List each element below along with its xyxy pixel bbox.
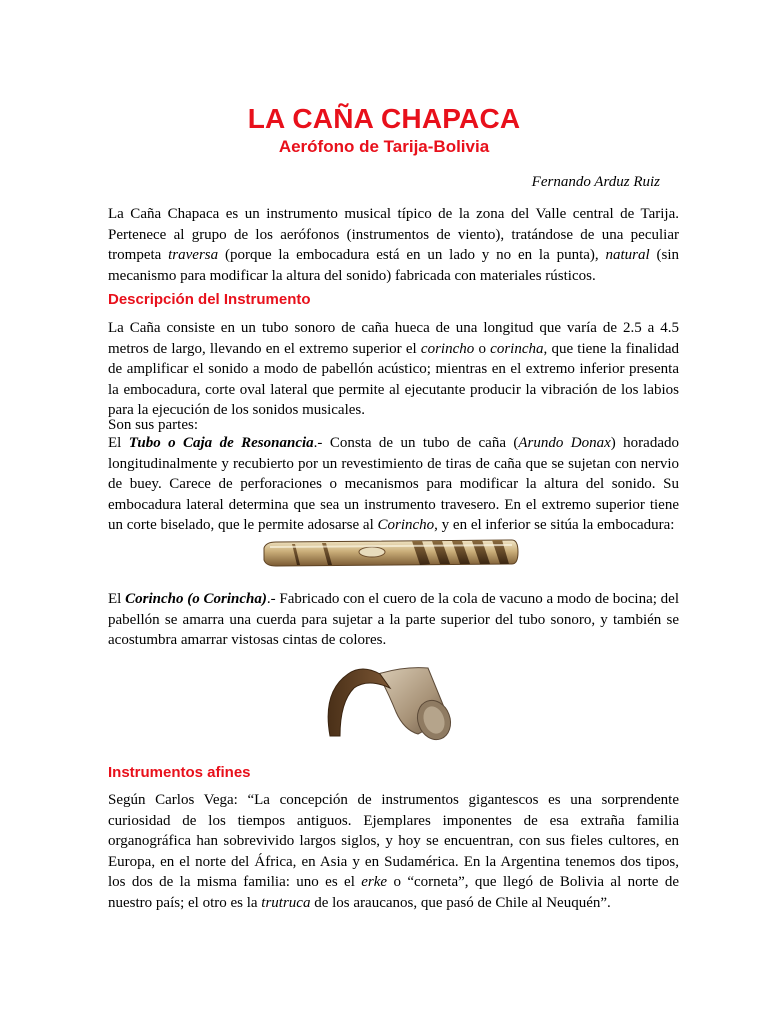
tubo-text: ) horadado longitudinalmente y recubierto por un revestimiento de tiras de caña que se sujetan con nervio de buey. Carece de perforaciones o mecanismos para modificar la altura del sonido. Su embocadura lateral determina que sea un instrumento travesero. En el extremo superior tiene un corte biselado, que le permite adosarse al (108, 435, 679, 533)
term-erke: erke (361, 874, 388, 890)
corincho-paragraph (108, 589, 679, 651)
term-traversa: traversa (168, 247, 219, 263)
section-heading-afines: Instrumentos afines (108, 764, 251, 781)
intro-text: (porque la embocadura está en un lado y no en la punta), (218, 247, 606, 263)
intro-paragraph (108, 204, 679, 286)
term-arundo-donax: Arundo Donax (518, 435, 611, 451)
description-paragraph (108, 318, 679, 421)
term-tubo: Tubo o Caja de Resonancia (128, 435, 314, 451)
term-corincho-title: Corincho (o Corincha) (125, 591, 267, 607)
tubo-paragraph (108, 433, 679, 536)
related-text: de los araucanos, que pasó de Chile al Neuquén”. (310, 894, 611, 911)
tube-image (262, 534, 520, 574)
description-text: , que tiene la finalidad de amplificar el sonido a modo de pabellón acústico; mientras en el extremo inferior presenta la embocadura, corte oval lateral que permite al ejecutante producir la vibración de los labios para la ejecución de los sonidos musicales. (108, 340, 680, 418)
related-paragraph (108, 790, 679, 913)
term-corincho: Corincho (377, 517, 435, 533)
description-text: La Caña consiste en un tubo sonoro de caña hueca de una longitud que varía de 2.5 a 4.5 metros de largo, llevando en el extremo superior el (108, 320, 679, 357)
document-subtitle: Aerófono de Tarija-Bolivia (278, 137, 490, 156)
parts-intro: Son sus partes: (108, 417, 198, 433)
term-natural: natural (605, 247, 650, 263)
corincho-text: El (108, 591, 126, 607)
author-name: Fernando Arduz Ruiz (531, 174, 660, 190)
related-text: o “corneta”, que llegó de Bolivia al norte de nuestro país; el otro es la (108, 874, 679, 911)
related-text: Según Carlos Vega: “La concepción de instrumentos gigantescos es una sorprendente curiosidad de los tiempos antiguos. Ejemplares imponentes de esa extraña familia organográfica han sobrevivido largos siglos, y hoy se encuentran, con sus fieles cultores, en Europa, en el norte del África, en Asia y en Sudamérica. En la Argentina tenemos dos tipos, los dos de la misma familia: uno es el (108, 792, 679, 890)
document-title: LA CAÑA CHAPACA (247, 103, 521, 134)
term-trutruca: trutruca (261, 894, 311, 911)
term-corincho: corincho (420, 340, 475, 357)
section-heading-descripcion: Descripción del Instrumento (108, 291, 311, 308)
corincho-text: .- Fabricado con el cuero de la cola de vacuno a modo de bocina; del pabellón se amarra una cuerda para sujetar a la parte superior del tubo sonoro, y también se acostumbra amarrar vistosas cintas de colores. (108, 591, 679, 648)
intro-text: (sin mecanismo para modificar la altura del sonido) fabricada con materiales rústicos. (108, 247, 679, 284)
term-corincha: corincha (490, 340, 544, 357)
tubo-text: , y en el inferior se sitúa la embocadura: (434, 517, 675, 533)
intro-text: La Caña Chapaca es un instrumento musical típico de la zona del Valle central de Tarija. Pertenece al grupo de los aerófonos (instrumentos de viento), tratándose de una peculiar trompeta (108, 206, 679, 263)
corincho-image (318, 652, 454, 748)
tubo-text: .- Consta de un tubo de caña ( (313, 435, 519, 451)
description-text: o (474, 340, 491, 357)
tubo-text: El (108, 435, 129, 451)
